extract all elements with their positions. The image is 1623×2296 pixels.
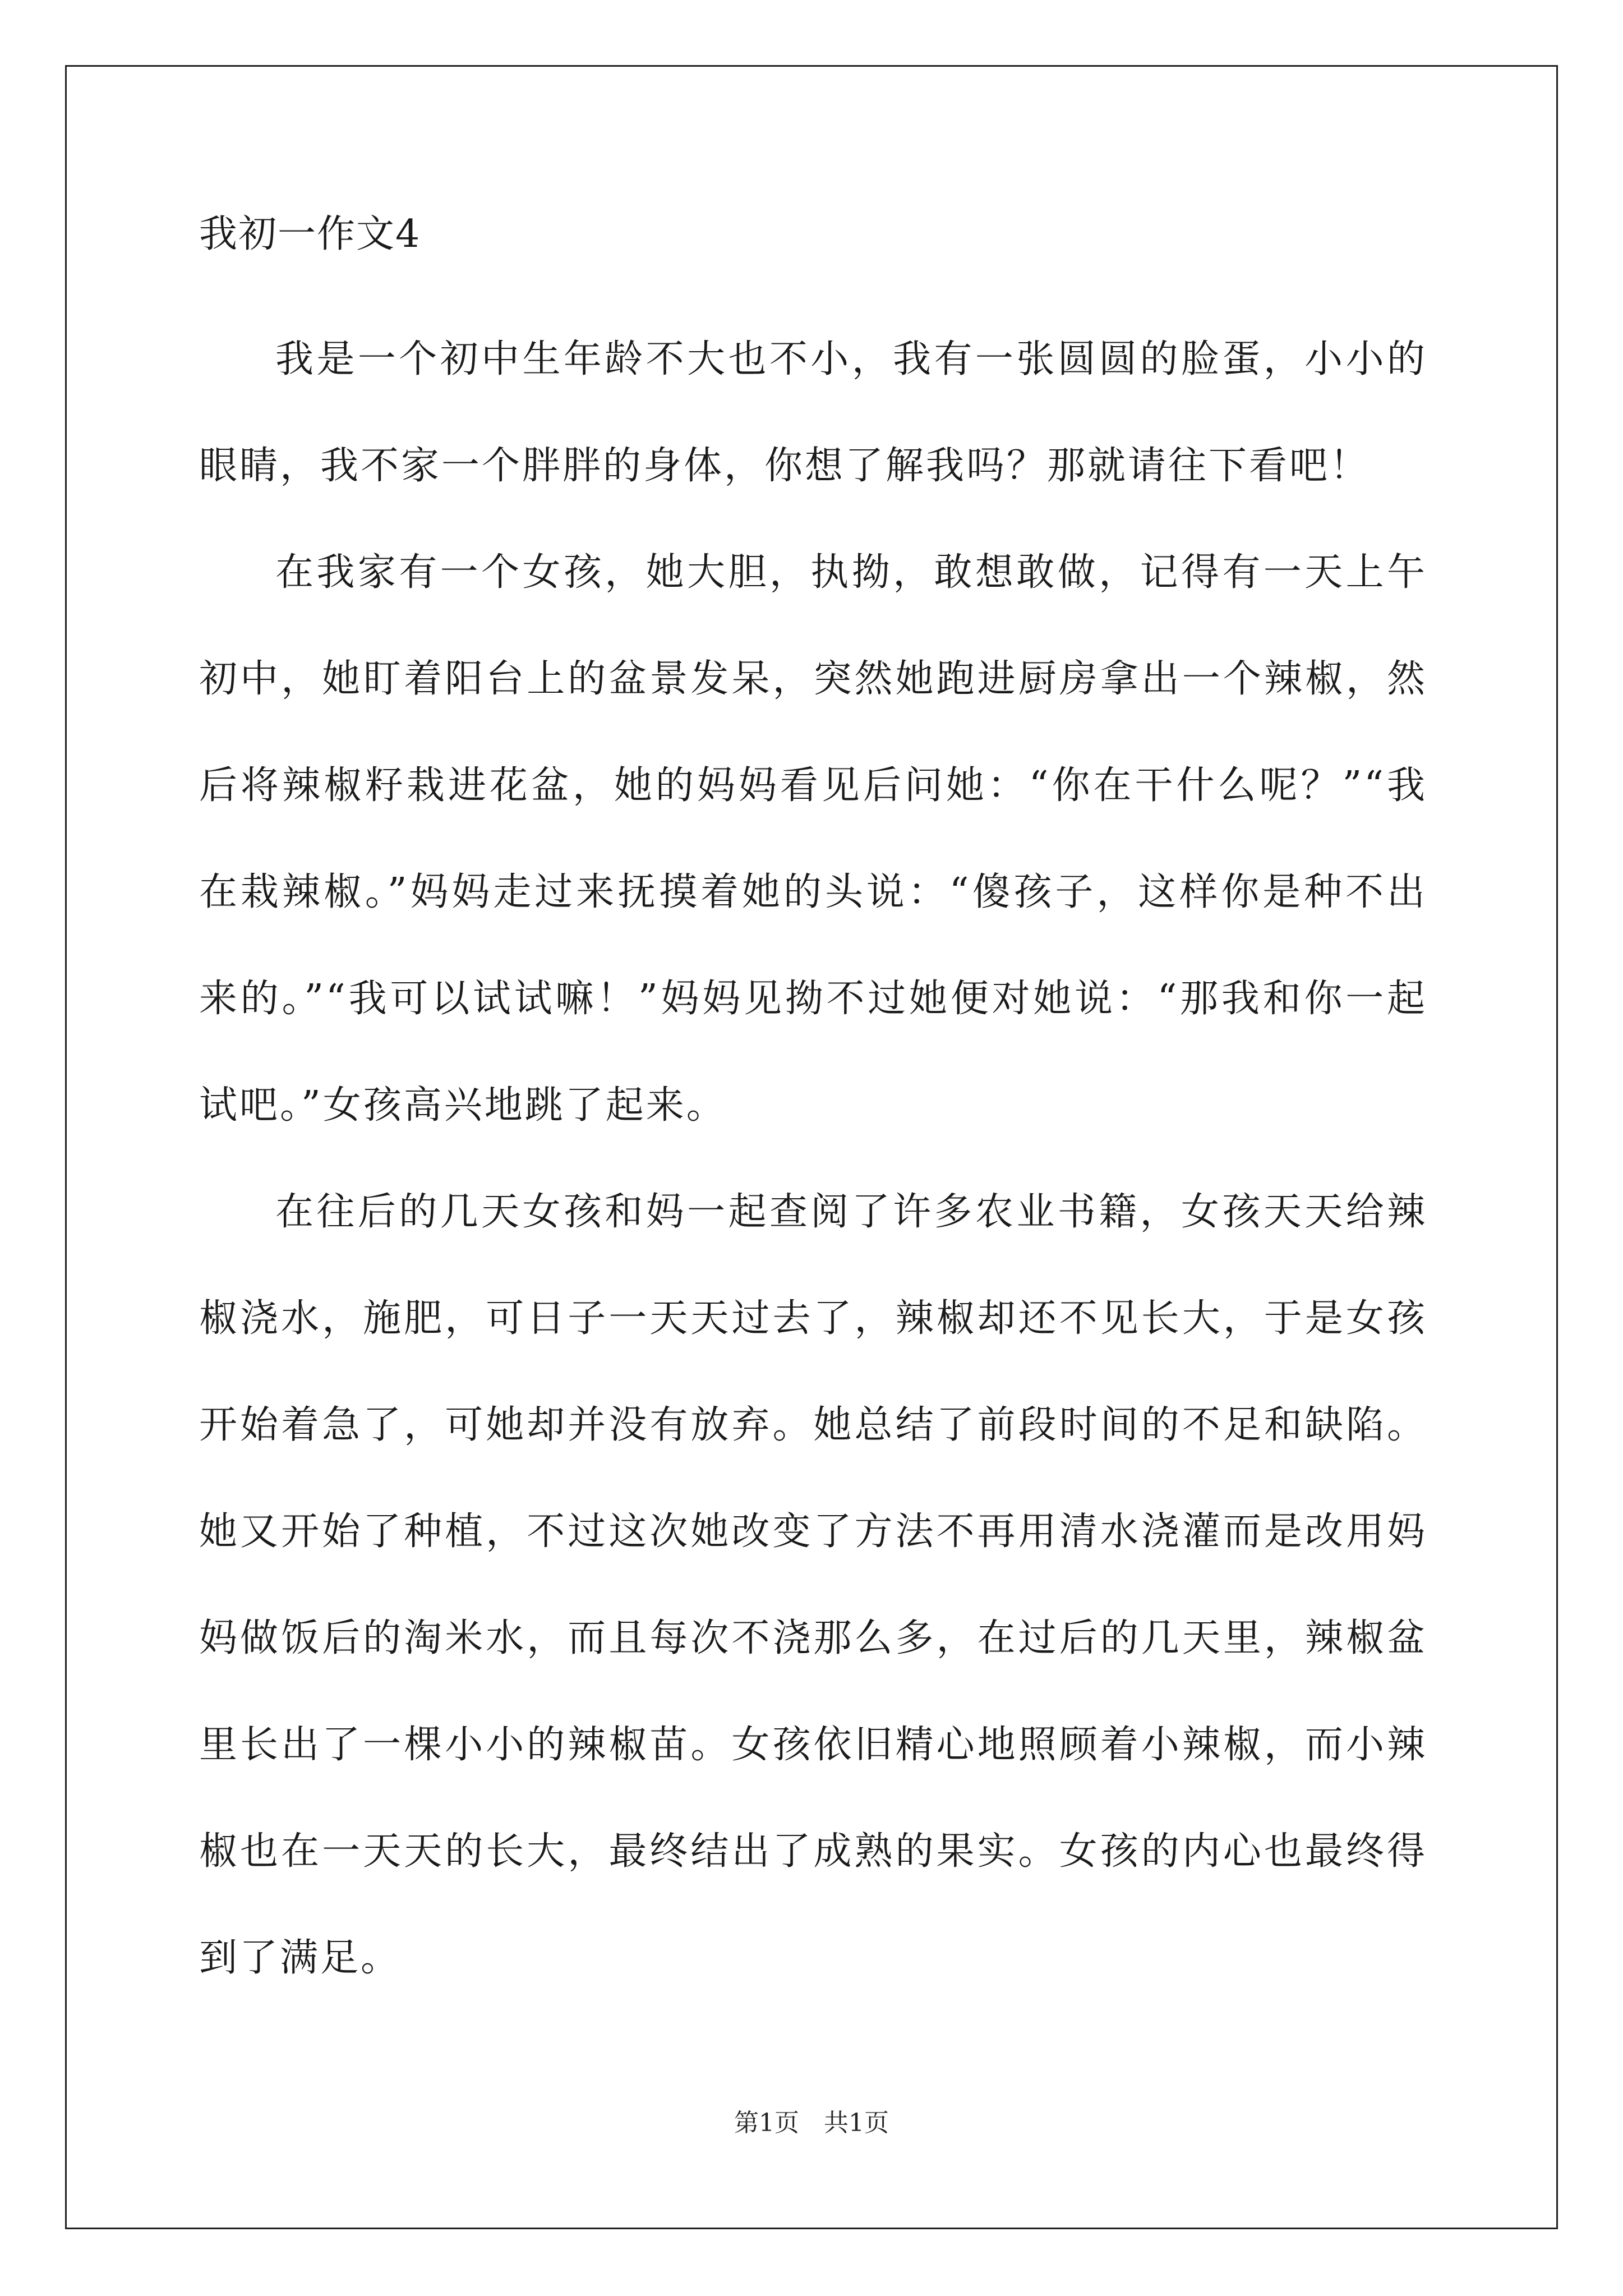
page-footer: [0, 2106, 1623, 2140]
paragraph-2: 在我家有一个女孩，她大胆，执拗，敢想敢做，记得有一天上午初中，她盯着阳台上的盆景发呆，突然她跑进厨房拿出一个辣椒，然后将辣椒籽栽进花盆，她的妈妈看见后问她：“你在干什么呢？”“我在栽辣椒。”妈妈走过来抚摸着她的头说：“傻孩子，这样你是种不出来的。”“我可以试试嘛！”妈妈见拗不过她便对她说：“那我和你一起试吧。”女孩高兴地跳了起来。: [199, 550, 1427, 1128]
document-body: [199, 208, 1427, 2012]
paragraph-3: 在往后的几天女孩和妈一起查阅了许多农业书籍，女孩天天给辣椒浇水，施肥，可日子一天天过去了，辣椒却还不见长大，于是女孩开始着急了，可她却并没有放弃。她总结了前段时间的不足和缺陷。她又开始了种植，不过这次她改变了方法不再用清水浇灌而是改用妈妈做饭后的淘米水，而且每次不浇那么多，在过后的几天里，辣椒盆里长出了一棵小小的辣椒苗。女孩依旧精心地照顾着小辣椒，而小辣椒也在一天天的长大，最终结出了成熟的果实。女孩的内心也最终得到了满足。: [199, 1190, 1427, 1980]
page-number: 第1页: [734, 2109, 799, 2137]
document-title: 我初一作文4: [199, 212, 421, 256]
paragraph-1: 我是一个初中生年龄不大也不小，我有一张圆圆的脸蛋，小小的眼睛，我不家一个胖胖的身体，你想了解我吗？那就请往下看吧！: [199, 337, 1427, 488]
page-total: 共1页: [824, 2109, 889, 2137]
